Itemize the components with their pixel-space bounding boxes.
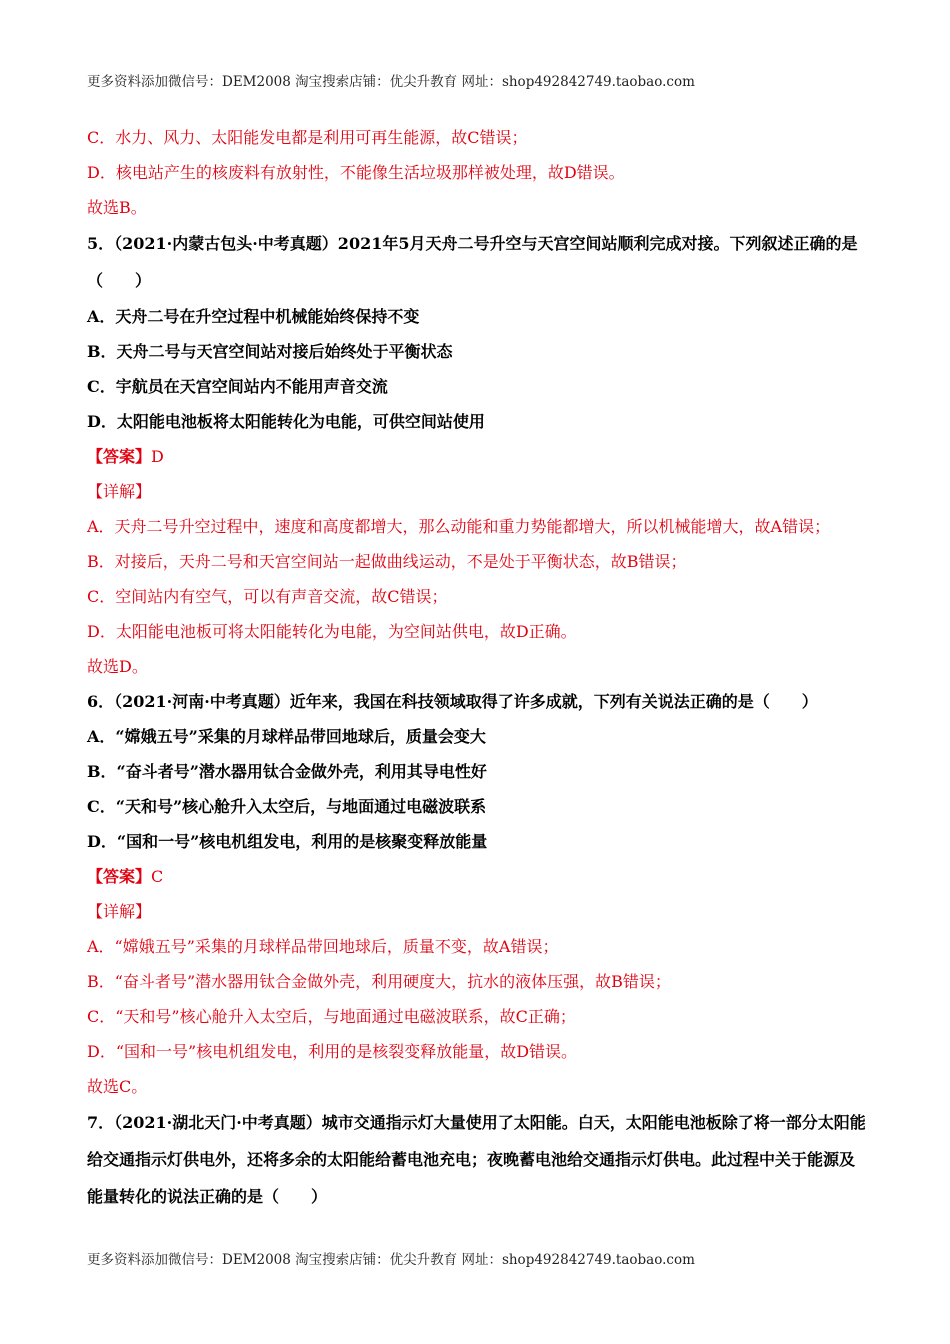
- q6-option-d: D．“国和一号”核电机组发电，利用的是核聚变释放能量: [87, 832, 488, 851]
- q6-conclusion: 故选C。: [87, 1077, 148, 1096]
- q6-explanation-c: C．“天和号”核心舱升入太空后，与地面通过电磁波联系，故C正确；: [87, 1007, 576, 1026]
- prev-explanation-c: C．水力、风力、太阳能发电都是利用可再生能源，故C错误；: [87, 128, 528, 147]
- q5-conclusion: 故选D。: [87, 657, 148, 676]
- q6-answer-label: 【答案】: [87, 867, 152, 886]
- q6-answer-value: C: [151, 867, 164, 886]
- q5-answer-value: D: [151, 447, 164, 466]
- document-body: [87, 120, 867, 1215]
- q6-option-c: C．“天和号”核心舱升入太空后，与地面通过电磁波联系: [87, 797, 487, 816]
- page-footer: 更多资料添加微信号：DEM2008 淘宝搜索店铺：优尖升教育 网址：shop492842749.taobao.com: [87, 1252, 695, 1268]
- q5-option-c: C．宇航员在天宫空间站内不能用声音交流: [87, 377, 388, 396]
- q5-option-a: A．天舟二号在升空过程中机械能始终保持不变: [87, 307, 420, 326]
- q5-stem: 5．（2021·内蒙古包头·中考真题）2021年5月天舟二号升空与天宫空间站顺利完成对接。下列叙述正确的是（ ）: [87, 234, 858, 290]
- q5-answer: [87, 439, 867, 474]
- q5-explanation-a: A．天舟二号升空过程中，速度和高度都增大，那么动能和重力势能都增大，所以机械能增大，故A错误；: [87, 517, 831, 536]
- q6-explanation-d: D．“国和一号”核电机组发电，利用的是核裂变释放能量，故D错误。: [87, 1042, 578, 1061]
- q5-detail-label: 【详解】: [87, 482, 152, 501]
- q5-option-d: D．太阳能电池板将太阳能转化为电能，可供空间站使用: [87, 412, 485, 431]
- q6-option-a: A．“嫦娥五号”采集的月球样品带回地球后，质量会变大: [87, 727, 486, 746]
- q6-detail-label: 【详解】: [87, 902, 152, 921]
- q7-stem: 7．（2021·湖北天门·中考真题）城市交通指示灯大量使用了太阳能。白天，太阳能电池板除了将一部分太阳能给交通指示灯供电外，还将多余的太阳能给蓄电池充电；夜晚蓄电池给交通指示灯供电。此过程中关于能源及能量转化的说法正确的是（ ）: [87, 1113, 866, 1206]
- q6-answer: [87, 859, 867, 894]
- q5-option-b: B．天舟二号与天宫空间站对接后始终处于平衡状态: [87, 342, 453, 361]
- q5-answer-label: 【答案】: [87, 447, 152, 466]
- q6-explanation-a: A．“嫦娥五号”采集的月球样品带回地球后，质量不变，故A错误；: [87, 937, 559, 956]
- q5-explanation-d: D．太阳能电池板可将太阳能转化为电能，为空间站供电，故D正确。: [87, 622, 577, 641]
- prev-explanation-d: D．核电站产生的核废料有放射性，不能像生活垃圾那样被处理，故D错误。: [87, 163, 625, 182]
- page-header: 更多资料添加微信号：DEM2008 淘宝搜索店铺：优尖升教育 网址：shop492842749.taobao.com: [87, 74, 695, 90]
- q6-stem: 6．（2021·河南·中考真题）近年来，我国在科技领域取得了许多成就，下列有关说法正确的是（ ）: [87, 692, 818, 711]
- q6-option-b: B．“奋斗者号”潜水器用钛合金做外壳，利用其导电性好: [87, 762, 487, 781]
- q5-explanation-c: C．空间站内有空气，可以有声音交流，故C错误；: [87, 587, 448, 606]
- q5-explanation-b: B．对接后，天舟二号和天宫空间站一起做曲线运动，不是处于平衡状态，故B错误；: [87, 552, 687, 571]
- q6-explanation-b: B．“奋斗者号”潜水器用钛合金做外壳，利用硬度大，抗水的液体压强，故B错误；: [87, 972, 671, 991]
- prev-conclusion: 故选B。: [87, 198, 147, 217]
